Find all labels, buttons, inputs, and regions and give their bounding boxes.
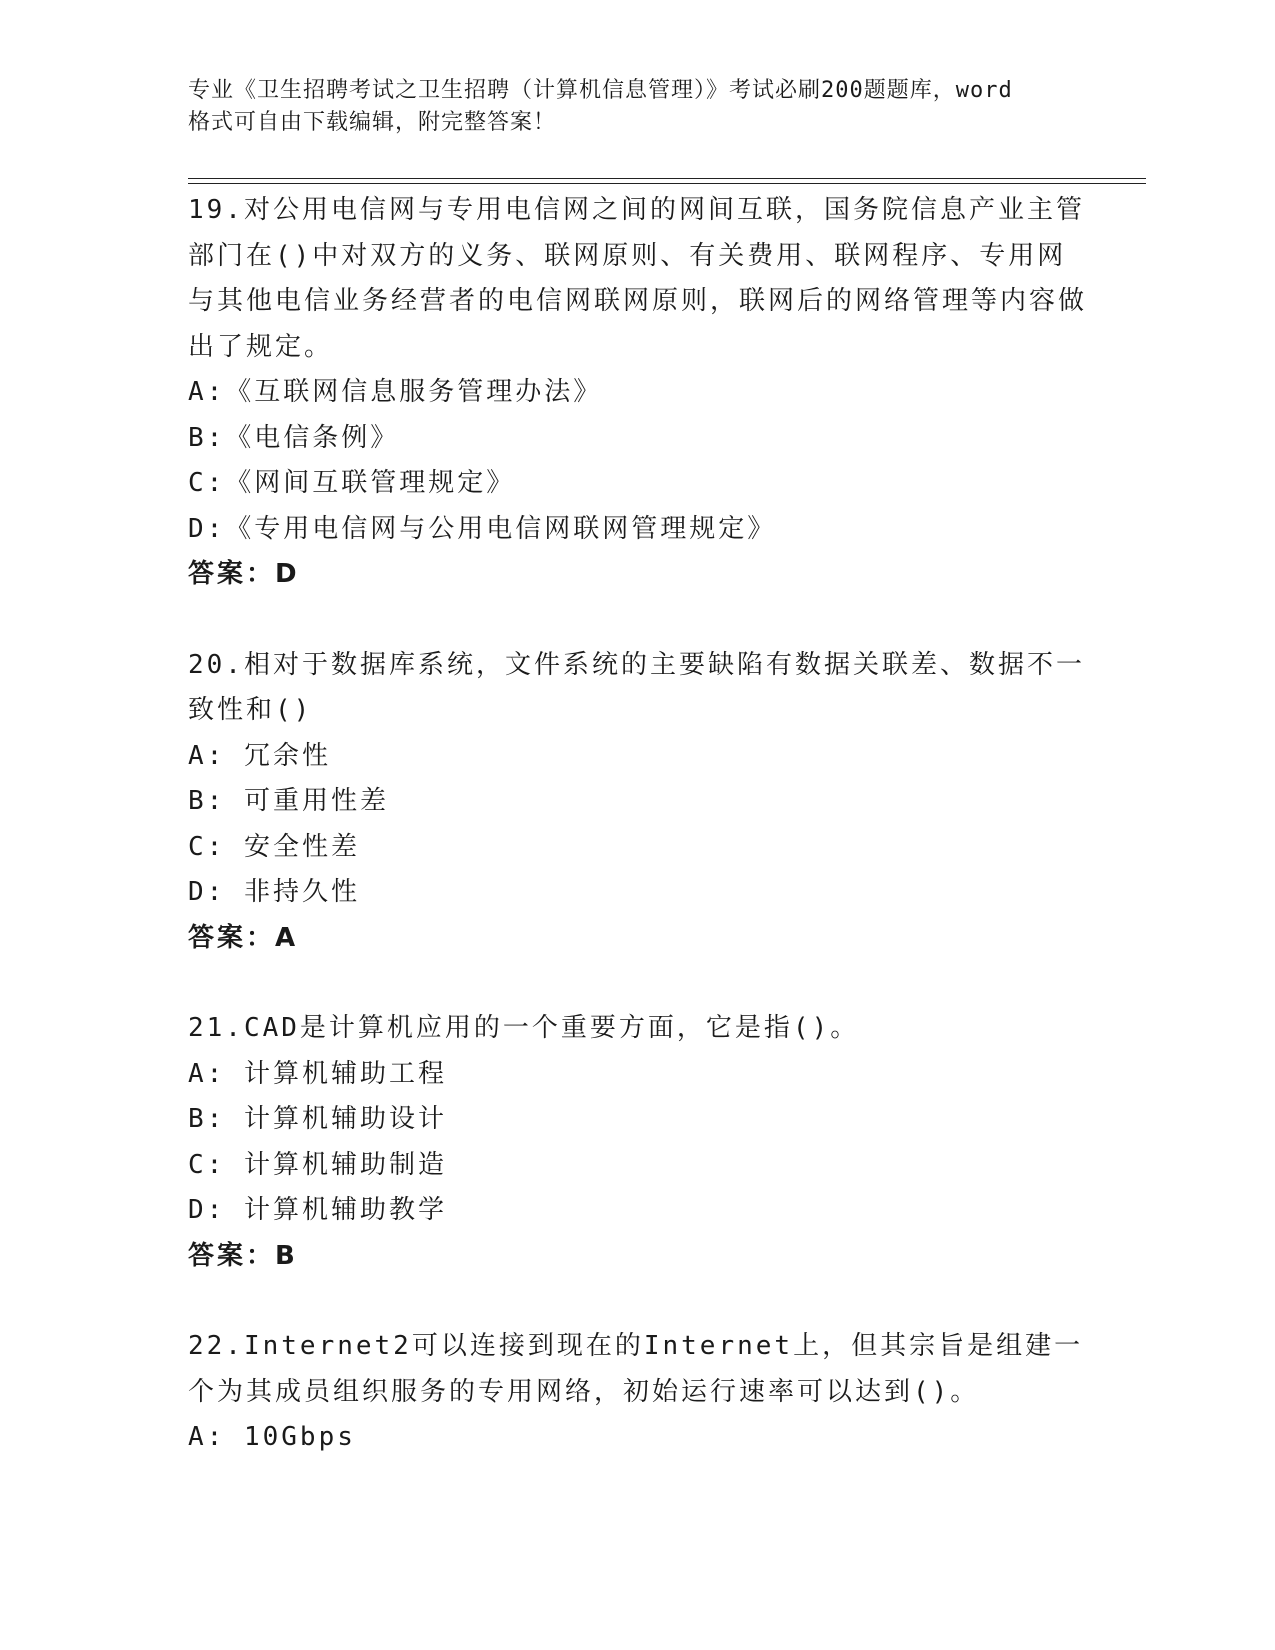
question-21	[188, 1006, 1088, 1279]
question-22	[188, 1324, 1088, 1461]
answer-label: 答案：B	[188, 1240, 298, 1271]
question-stem: 21.CAD是计算机应用的一个重要方面，它是指()。	[188, 1013, 860, 1043]
header-line-1: 专业《卫生招聘考试之卫生招聘（计算机信息管理）》考试必刷200题题库，word	[188, 78, 1013, 103]
spacer	[188, 598, 1088, 643]
question-stem: 20.相对于数据库系统，文件系统的主要缺陷有数据关联差、数据不一致性和()	[188, 649, 1085, 725]
answer-label: 答案：A	[188, 922, 299, 953]
option-b: B: 可重用性差	[188, 786, 389, 816]
question-19	[188, 188, 1088, 598]
option-a: A: 冗余性	[188, 740, 331, 771]
option-d: D: 计算机辅助教学	[188, 1195, 447, 1225]
answer-label: 答案：D	[188, 559, 300, 589]
question-stem: 19.对公用电信网与专用电信网之间的网间互联，国务院信息产业主管部门在()中对双方的义务、联网原则、有关费用、联网程序、专用网与其他电信业务经营者的电信网联网原则，联网后的网络管理等内容做出了规定。	[188, 195, 1088, 362]
option-b: B: 计算机辅助设计	[188, 1104, 447, 1134]
option-c: C: 计算机辅助制造	[188, 1149, 447, 1180]
option-c: C:《网间互联管理规定》	[188, 468, 516, 498]
option-b: B:《电信条例》	[188, 422, 400, 453]
question-stem: 22.Internet2可以连接到现在的Internet上，但其宗旨是组建一个为其成员组织服务的专用网络，初始运行速率可以达到()。	[188, 1331, 1084, 1407]
spacer	[188, 961, 1088, 1006]
document-header	[188, 75, 1088, 139]
option-a: A: 计算机辅助工程	[188, 1058, 447, 1089]
spacer	[188, 1279, 1088, 1324]
option-a: A: 10Gbps	[188, 1422, 356, 1452]
header-divider-bottom	[188, 183, 1146, 184]
header-line-2: 格式可自由下载编辑，附完整答案！	[188, 110, 557, 135]
question-20	[188, 643, 1088, 962]
question-list	[188, 188, 1088, 1461]
header-divider-top	[188, 178, 1146, 179]
option-d: D:《专用电信网与公用电信网联网管理规定》	[188, 513, 777, 544]
option-d: D: 非持久性	[188, 877, 360, 907]
option-a: A:《互联网信息服务管理办法》	[188, 377, 603, 407]
option-c: C: 安全性差	[188, 831, 360, 862]
